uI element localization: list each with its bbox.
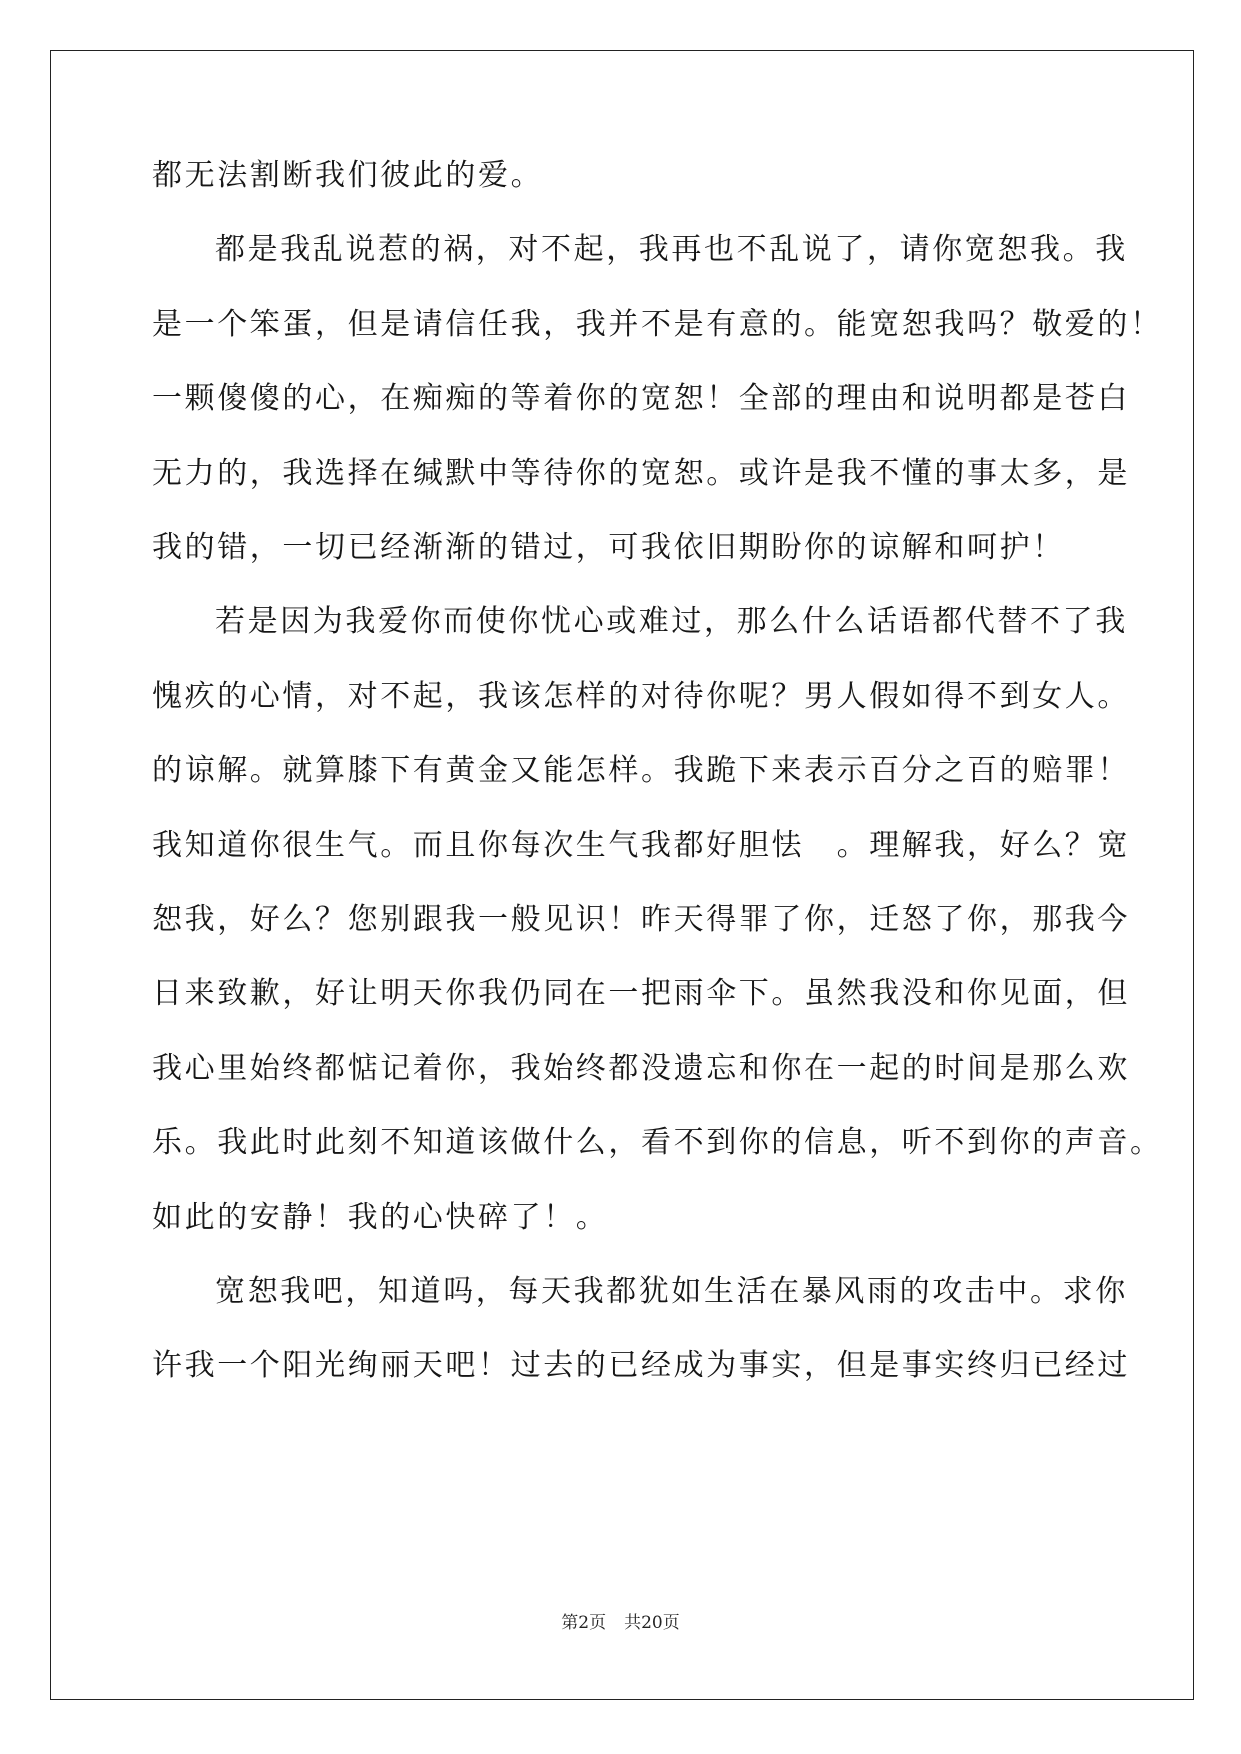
text-line: 许我一个阳光绚丽天吧！过去的已经成为事实，但是事实终归已经过 bbox=[152, 1348, 1130, 1384]
page-total: 共20页 bbox=[624, 1613, 680, 1633]
text-line: 一颗傻傻的心，在痴痴的等着你的宽恕！全部的理由和说明都是苍白 bbox=[152, 381, 1130, 417]
text-line: 若是因为我爱你而使你忧心或难过，那么什么话语都代替不了我 bbox=[215, 604, 1128, 640]
page-number: 第2页 bbox=[561, 1613, 607, 1633]
text-line: 无力的，我选择在缄默中等待你的宽恕。或许是我不懂的事太多，是 bbox=[152, 455, 1130, 491]
text-line: 都无法割断我们彼此的爱。 bbox=[152, 158, 544, 193]
text-line: 恕我，好么？您别跟我一般见识！昨天得罪了你，迁怒了你，那我今 bbox=[152, 902, 1130, 937]
page-footer bbox=[0, 1612, 1241, 1634]
text-line: 都是我乱说惹的祸，对不起，我再也不乱说了，请你宽恕我。我 bbox=[215, 232, 1128, 268]
text-line: 乐。我此时此刻不知道该做什么，看不到你的信息，听不到你的声音。 bbox=[152, 1125, 1163, 1161]
text-line: 我心里始终都惦记着你，我始终都没遗忘和你在一起的时间是那么欢 bbox=[152, 1050, 1130, 1086]
text-line: 我的错，一切已经渐渐的错过，可我依旧期盼你的谅解和呵护！ bbox=[152, 530, 1065, 565]
text-line: 是一个笨蛋，但是请信任我，我并不是有意的。能宽恕我吗？敬爱的！ bbox=[152, 306, 1163, 342]
text-line: 的谅解。就算膝下有黄金又能怎样。我跪下来表示百分之百的赔罪！ bbox=[152, 753, 1130, 789]
text-line: 日来致歉，好让明天你我仍同在一把雨伞下。虽然我没和你见面，但 bbox=[152, 976, 1130, 1012]
text-line: 如此的安静！我的心快碎了！。 bbox=[152, 1199, 609, 1235]
text-line: 愧疚的心情，对不起，我该怎样的对待你呢？男人假如得不到女人。 bbox=[152, 678, 1130, 714]
text-line: 宽恕我吧，知道吗，每天我都犹如生活在暴风雨的攻击中。求你 bbox=[215, 1274, 1128, 1309]
page-border bbox=[50, 50, 1194, 1700]
text-line: 我知道你很生气。而且你每次生气我都好胆怯 。理解我，好么？宽 bbox=[152, 827, 1130, 863]
